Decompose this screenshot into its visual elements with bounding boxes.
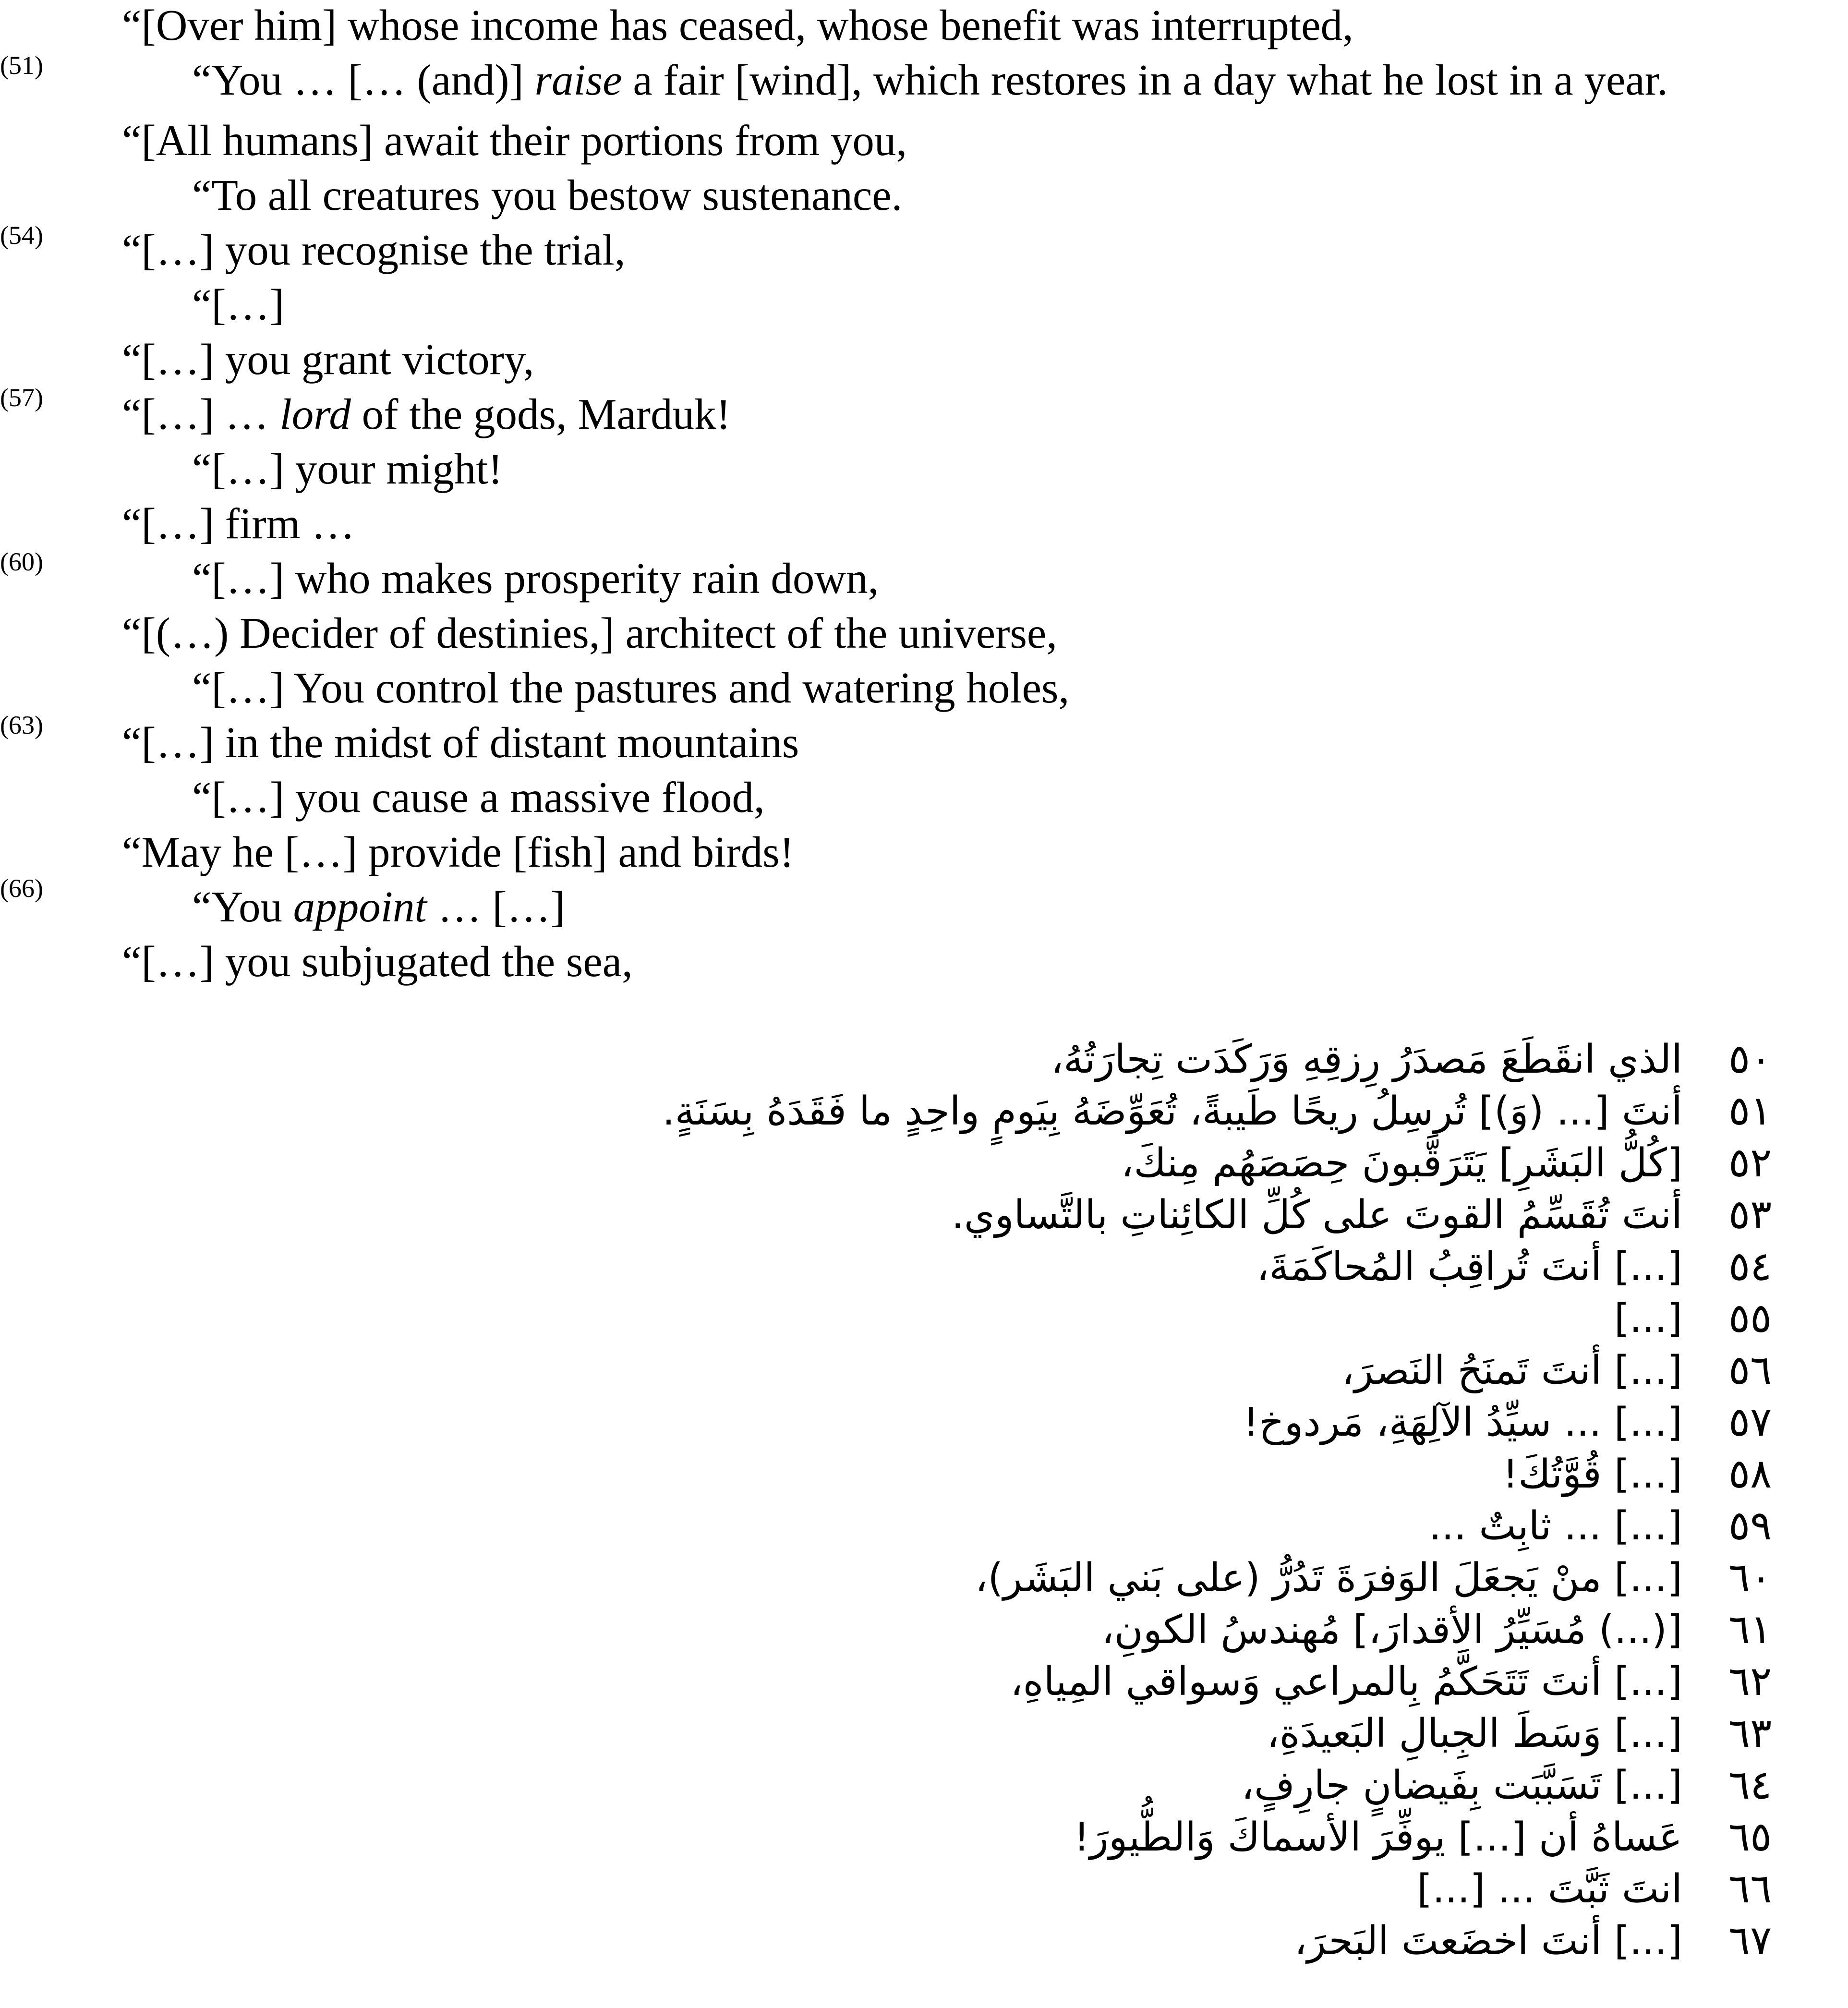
line-number: (57) <box>0 383 43 412</box>
verse-line: “[…] you recognise the trial, <box>122 226 626 274</box>
line-number: (60) <box>0 547 43 576</box>
verse-line: “[…] firm … <box>122 499 355 548</box>
arabic-row <box>0 1292 1848 1346</box>
verse-line <box>192 880 565 934</box>
arabic-line: [...] ... ثابِتٌ ... <box>1429 1503 1682 1549</box>
arabic-row <box>0 1758 1848 1813</box>
verse-line: “[…] you subjugated the sea, <box>122 937 633 986</box>
arabic-row <box>0 1655 1848 1709</box>
arabic-line-number: ٦٧ <box>1728 1919 1772 1963</box>
verse-line <box>192 53 1668 108</box>
verse-text: “You … [… (and)] <box>192 56 535 104</box>
arabic-line-number: ٦٣ <box>1728 1711 1772 1756</box>
verse-line <box>122 387 731 442</box>
arabic-row <box>0 1447 1848 1502</box>
arabic-line: الذي انقَطَعَ مَصدَرُ رِزقِهِ وَرَكَدَت تِجارَتُهُ، <box>1051 1037 1682 1082</box>
arabic-row <box>0 1136 1848 1191</box>
arabic-line: [...] <box>1614 1296 1682 1342</box>
arabic-line-number: ٦٢ <box>1728 1659 1772 1704</box>
arabic-row <box>0 1914 1848 1969</box>
arabic-line-number: ٥٨ <box>1728 1452 1772 1497</box>
arabic-row <box>0 1862 1848 1917</box>
verse-line: “[Over him] whose income has ceased, whose benefit was interrupted, <box>122 1 1353 49</box>
arabic-row <box>0 1706 1848 1761</box>
line-number: (66) <box>0 874 43 903</box>
arabic-line: عَساهُ أن [...] يوفِّرَ الأسماكَ وَالطُّيورَ! <box>1074 1814 1682 1860</box>
arabic-line: [...] تَسَبَّبَت بِفَيضانٍ جارِفٍ، <box>1241 1763 1682 1808</box>
verse-italic: lord <box>279 390 351 438</box>
verse-line: “[…] you cause a massive flood, <box>192 773 765 822</box>
verse-italic: raise <box>534 56 622 104</box>
verse-line: “[…] your might! <box>192 445 503 493</box>
arabic-line-number: ٥٠ <box>1728 1037 1772 1082</box>
arabic-line: انتَ ثَبَّتَ ... [...] <box>1417 1866 1682 1912</box>
arabic-line-number: ٥١ <box>1728 1089 1772 1134</box>
arabic-line-number: ٦١ <box>1728 1608 1772 1652</box>
arabic-line-number: ٥٦ <box>1728 1348 1772 1393</box>
arabic-line: [...] ... سيِّدُ الآلِهَةِ، مَردوخ! <box>1243 1400 1682 1445</box>
arabic-line: [...] أنتَ تَمنَحُ النَصرَ، <box>1341 1348 1682 1393</box>
verse-line: “[…] <box>192 280 284 329</box>
arabic-row <box>0 1240 1848 1294</box>
verse-line: “[…] in the midst of distant mountains <box>122 718 799 767</box>
verse-line: “To all creatures you bestow sustenance. <box>192 171 903 219</box>
arabic-line: [كُلُّ البَشَرِ] يَتَرَقَّبونَ حِصَصَهُم مِنكَ، <box>1121 1140 1682 1186</box>
arabic-line-number: ٦٤ <box>1728 1763 1772 1808</box>
arabic-line: [...] قُوَّتُكَ! <box>1502 1452 1682 1497</box>
verse-line: “[…] You control the pastures and watering holes, <box>192 664 1070 712</box>
arabic-line: [(...) مُسَيِّرُ الأقدارَ،] مُهندسُ الكونِ، <box>1101 1607 1682 1653</box>
verse-line: “May he […] provide [fish] and birds! <box>122 828 794 876</box>
arabic-row <box>0 1499 1848 1554</box>
arabic-line: [...] وَسَطَ الجِبالِ البَعيدَةِ، <box>1267 1711 1682 1756</box>
arabic-line-number: ٥٤ <box>1728 1245 1772 1289</box>
arabic-line: [...] أنتَ تُراقِبُ المُحاكَمَةَ، <box>1256 1244 1682 1290</box>
verse-line: “[(…) Decider of destinies,] architect of the universe, <box>122 609 1058 657</box>
arabic-line: [...] أنتَ اخضَعتَ البَحرَ، <box>1294 1918 1682 1964</box>
arabic-row <box>0 1032 1848 1087</box>
verse-italic: appoint <box>293 883 427 931</box>
arabic-row <box>0 1810 1848 1865</box>
verse-line: “[All humans] await their portions from you, <box>122 116 907 165</box>
arabic-line-number: ٦٥ <box>1728 1815 1772 1860</box>
verse-text: “[…] … <box>122 390 280 438</box>
arabic-row <box>0 1603 1848 1657</box>
verse-line: “[…] you grant victory, <box>122 335 534 384</box>
arabic-line: أنتَ [... (وَ)] تُرسِلُ ريحًا طَيبةً، تُعَوِّضَهُ بِيَومٍ واحِدٍ ما فَقَدَهُ بِسَنَةٍ. <box>662 1089 1682 1134</box>
line-number: (54) <box>0 221 43 250</box>
arabic-line: [...] أنتَ تَتَحَكَّمُ بِالمراعي وَسواقي المِياهِ، <box>1010 1659 1682 1705</box>
arabic-line: [...] منْ يَجعَلَ الوَفرَةَ تَدُرُّ (على بَني البَشَر)، <box>975 1555 1682 1601</box>
arabic-line-number: ٥٣ <box>1728 1193 1772 1237</box>
verse-line: “[…] who makes prosperity rain down, <box>192 554 879 603</box>
arabic-line-number: ٥٥ <box>1728 1296 1772 1341</box>
verse-text: … […] <box>426 883 565 931</box>
verse-text: “You <box>192 883 293 931</box>
arabic-line: أنتَ تُقَسِّمُ القوتَ على كُلِّ الكائِناتِ بالتَّساوي. <box>951 1192 1682 1238</box>
arabic-row <box>0 1551 1848 1606</box>
arabic-line-number: ٥٢ <box>1728 1141 1772 1185</box>
arabic-line-number: ٦٦ <box>1728 1867 1772 1911</box>
arabic-line-number: ٥٩ <box>1728 1504 1772 1548</box>
arabic-line-number: ٦٠ <box>1728 1556 1772 1600</box>
verse-text: a fair [wind], which restores in a day what he lost in a year. <box>622 56 1668 104</box>
verse-text: of the gods, Marduk! <box>350 390 731 438</box>
arabic-row <box>0 1188 1848 1243</box>
arabic-line-number: ٥٧ <box>1728 1400 1772 1445</box>
arabic-row <box>0 1084 1848 1139</box>
arabic-row <box>0 1395 1848 1450</box>
arabic-row <box>0 1343 1848 1398</box>
line-number: (51) <box>0 51 43 80</box>
line-number: (63) <box>0 711 43 739</box>
